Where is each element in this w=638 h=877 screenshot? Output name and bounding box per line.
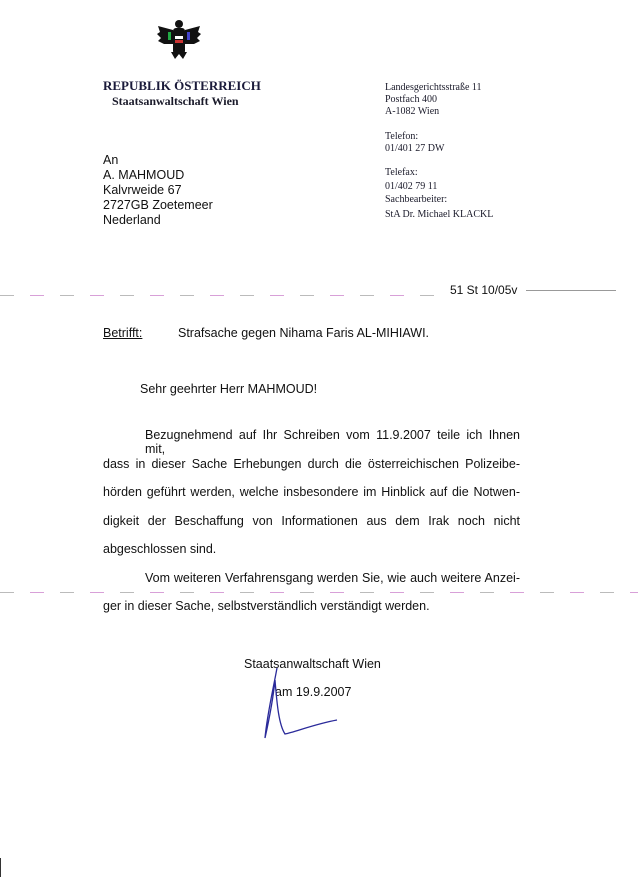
body-line: ger in dieser Sache, selbstverständlich verständigt werden. [103,599,430,613]
recipient-line: A. MAHMOUD [103,168,185,182]
subject-text: Strafsache gegen Nihama Faris AL-MIHIAWI. [178,326,430,340]
body-line: Vom weiteren Verfahrensgang werden Sie, wie auch weitere Anzei- [145,571,520,585]
recipient-line: Nederland [103,213,161,227]
signature [255,660,345,745]
country-heading: REPUBLIK ÖSTERREICH [103,78,261,93]
fax-label: Telefax: [385,167,418,178]
fax-number: 01/402 79 11 [385,181,438,192]
recipient-line: An [103,153,119,167]
fold-line [0,295,445,296]
body-line: hörden geführt werden, welche insbesondere im Hinblick auf die Notwen- [103,485,520,499]
salutation: Sehr geehrter Herr MAHMOUD! [140,382,318,396]
clerk-label: Sachbearbeiter: [385,194,448,205]
recipient-line: Kalvrweide 67 [103,183,182,197]
closing-office: Staatsanwaltschaft Wien [244,657,381,671]
coat-of-arms-emblem [156,18,202,60]
phone-number: 01/401 27 DW [385,143,445,154]
reference-number: 51 St 10/05v [450,283,518,297]
recipient-line: 2727GB Zoetemeer [103,198,213,212]
closing-date: am 19.9.2007 [275,685,352,699]
contact-postbox: Postfach 400 [385,94,437,105]
body-line: abgeschlossen sind. [103,542,217,556]
phone-label: Telefon: [385,131,419,142]
scan-edge [0,858,1,877]
reference-rule [526,290,616,291]
clerk-name: StA Dr. Michael KLACKL [385,209,494,220]
contact-street: Landesgerichtsstraße 11 [385,82,482,93]
contact-city: A-1082 Wien [385,106,440,117]
office-heading: Staatsanwaltschaft Wien [112,94,239,108]
body-line: dass in dieser Sache Erhebungen durch die österreichischen Polizeibe- [103,457,520,471]
fold-line [0,592,638,593]
body-line: Bezugnehmend auf Ihr Schreiben vom 11.9.2007 teile ich Ihnen mit, [145,428,520,456]
body-line: digkeit der Beschaffung von Informationen aus dem Irak noch nicht [103,514,520,528]
subject-label: Betrifft: [103,326,143,340]
